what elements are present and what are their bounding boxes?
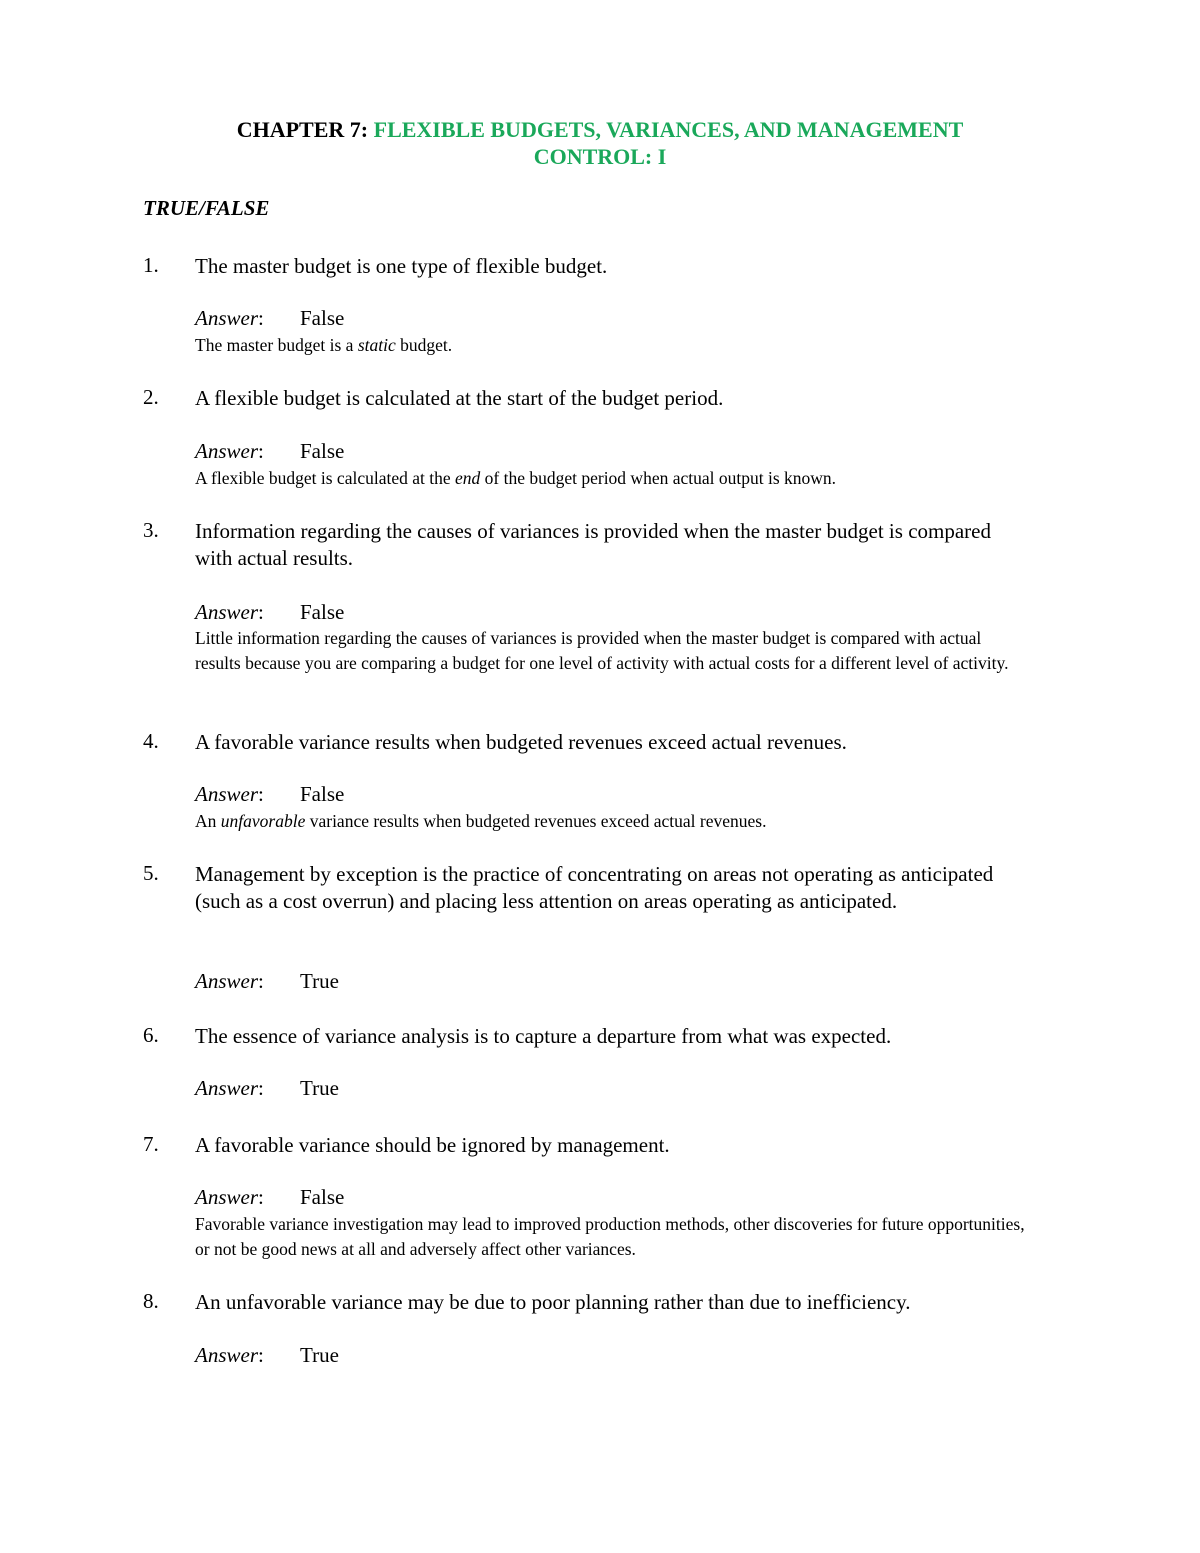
- answer-line: Answer: True: [195, 969, 339, 993]
- question-number: 7.: [143, 1132, 159, 1156]
- answer-label: Answer: [195, 1076, 258, 1100]
- question-text: A favorable variance results when budgeted revenues exceed actual revenues.: [195, 730, 847, 754]
- section-title: TRUE/FALSE: [143, 196, 270, 220]
- answer-explanation: The master budget is a static budget.: [195, 335, 453, 355]
- answer-value: True: [300, 969, 339, 993]
- question-number: 1.: [143, 253, 159, 277]
- answer-line: Answer: False: [195, 1185, 345, 1209]
- question-text: Management by exception is the practice of concentrating on areas not operating as anticipated (such as a cost overrun) and placing less attention on areas operating as anticipated.: [195, 862, 994, 913]
- question-text: Information regarding the causes of variances is provided when the master budget is compared with actual results.: [195, 519, 991, 570]
- question-text: The essence of variance analysis is to capture a departure from what was expected.: [195, 1024, 892, 1048]
- answer-label: Answer: [195, 600, 258, 624]
- question-text: An unfavorable variance may be due to poor planning rather than due to inefficiency.: [195, 1290, 911, 1314]
- answer-label: Answer: [195, 1343, 258, 1367]
- answer-label: Answer: [195, 306, 258, 330]
- question-number: 2.: [143, 385, 159, 409]
- answer-explanation: Favorable variance investigation may lead to improved production methods, other discoveries for future opportunities, or not be good news at all and adversely affect other variances.: [195, 1214, 1025, 1259]
- question-text: A flexible budget is calculated at the start of the budget period.: [195, 386, 724, 410]
- question-number: 6.: [143, 1023, 159, 1047]
- answer-value: True: [300, 1076, 339, 1100]
- chapter-label: CHAPTER 7:: [236, 117, 369, 142]
- question-number: 5.: [143, 861, 159, 885]
- answer-explanation: An unfavorable variance results when budgeted revenues exceed actual revenues.: [195, 811, 767, 831]
- question-text: The master budget is one type of flexible budget.: [195, 254, 608, 278]
- answer-line: Answer: False: [195, 306, 345, 330]
- answer-explanation: A flexible budget is calculated at the end of the budget period when actual output is known.: [195, 468, 837, 488]
- answer-value: True: [300, 1343, 339, 1367]
- chapter-title-continued: CONTROL: I: [533, 144, 667, 169]
- answer-label: Answer: [195, 1185, 258, 1209]
- chapter-title-line-2: [0, 143, 1200, 170]
- answer-value: False: [300, 1185, 345, 1209]
- answer-line: Answer: True: [195, 1343, 339, 1367]
- answer-line: Answer: False: [195, 600, 345, 624]
- answer-value: False: [300, 439, 345, 463]
- answer-label: Answer: [195, 969, 258, 993]
- answer-line: Answer: True: [195, 1076, 339, 1100]
- answer-line: Answer: False: [195, 439, 345, 463]
- question-number: 3.: [143, 518, 159, 542]
- answer-value: False: [300, 782, 345, 806]
- answer-label: Answer: [195, 782, 258, 806]
- answer-explanation: Little information regarding the causes of variances is provided when the master budget is compared with actual results because you are comparing a budget for one level of activity with actual costs for a different level of activity.: [195, 628, 1009, 673]
- question-number: 8.: [143, 1289, 159, 1313]
- answer-label: Answer: [195, 439, 258, 463]
- question-text: A favorable variance should be ignored by management.: [195, 1133, 670, 1157]
- answer-value: False: [300, 600, 345, 624]
- chapter-title: FLEXIBLE BUDGETS, VARIANCES, AND MANAGEMENT: [373, 117, 964, 142]
- question-number: 4.: [143, 729, 159, 753]
- answer-value: False: [300, 306, 345, 330]
- answer-line: Answer: False: [195, 782, 345, 806]
- chapter-title-line-1: [0, 116, 1200, 143]
